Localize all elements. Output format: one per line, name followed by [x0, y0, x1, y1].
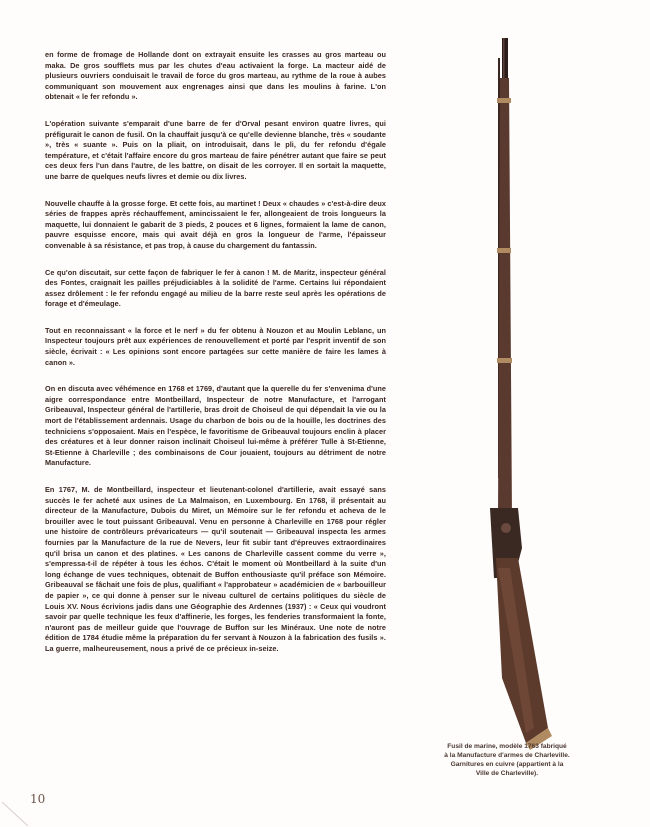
text-column	[45, 50, 386, 671]
musket-band-3	[497, 358, 512, 363]
caption-line-3: Garnitures en cuivre (appartient à la	[450, 761, 564, 768]
paragraph-6: On en discuta avec véhémence en 1768 et 1769, d'autant que la querelle du fer s'envenima d'une aigre correspondance entre Montbeillard, Inspecteur de notre Manufacture, et l'arrogant Gribeauval, Inspecteur général de l'artillerie, bras droit de Choiseul de qui dépendait la vie ou la mort de l'établissement ardennais. Usage du charbon de bois ou de la houille, les doctrines des techniciens s'opposaient. Mais en l'espèce, le favoritisme de Gribeauval toujours enclin à placer des créatures et à leur donner raison inclinait Choiseul lui-même à préférer Tulle à St-Etienne, St-Etienne à Charleville ; des combinaisons de Cour jouaient, toujours au détriment de notre Manufacture.	[45, 384, 386, 468]
corner-fold-mark	[0, 800, 30, 827]
musket-image	[418, 38, 590, 752]
paragraph-2: L'opération suivante s'emparait d'une barre de fer d'Orval pesant environ quatre livres, qui préfigurait le canon de fusil. On la chauffait jusqu'à ce qu'elle devienne blanche, très « soudante », très « suante ». Puis on la pliait, on introduisait, dans le pli, du fer refondu d'égale température, et c'était l'affaire encore du gros marteau de faire pénétrer autant que faire se peut ces deux fers l'un dans l'autre, de les battre, on disait de les corroyer. Il en sortait la maquette, une barre de quelques neufs livres et demie ou dix livres.	[45, 118, 386, 181]
musket-photo	[418, 38, 590, 752]
caption-line-4: Ville de Charleville).	[475, 770, 539, 777]
figure-caption	[418, 742, 596, 778]
paragraph-4: Ce qu'on discutait, sur cette façon de fabriquer le fer à canon ! M. de Maritz, inspecteur général des Fontes, craignait les pailles préjudiciables à la solidité de l'arme. Certains lui répondaient assez drôlement : le fer refondu engagé au milieu de la barre reste seul après les opérations de forage et d'émeulage.	[45, 267, 386, 309]
caption-line-2: à la Manufacture d'armes de Charleville.	[444, 752, 570, 759]
musket-band-2	[497, 248, 511, 253]
paragraph-5: Tout en reconnaissant « la force et le nerf » du fer obtenu à Nouzon et au Moulin Leblanc, un Inspecteur toujours prêt aux expériences de renouvellement et porté par l'esprit inventif de son siècle, écrivait : « Les opinions sont encore partagées sur cette manière de faire les lames à canon ».	[45, 325, 386, 367]
musket-forestock	[498, 78, 512, 518]
musket-band-1	[497, 98, 511, 103]
page-number: 10	[30, 792, 46, 806]
paragraph-7: En 1767, M. de Montbeillard, inspecteur et lieutenant-colonel d'artillerie, avait essayé sans succès le fer acheté aux usines de La Malmaison, en Luxembourg. En 1768, il présentait au directeur de la Manufacture, Dubois du Miret, un Mémoire sur le fer refondu et acheva de le brouiller avec le tout puissant Gribeauval. Venu en personne à Charleville en 1768 pour régler une histoire de contrôleurs prévaricateurs — qu'il soutenait — Gribeauval inspecta les armes fournies par la Manufacture de la rue de Nevers, leur fit subir tant d'épreuves extraordinaires qu'il brisa un canon et des platines. « Les canons de Charleville cassent comme du verre », s'empressa-t-il de répéter à tous les échos. C'était le moment où Montbeillard à la suite d'un long échange de vues techniques, obtenait de Buffon enthousiaste qu'il préface son Mémoire. Gribeauval se fâchait une fois de plus, qualifiant « l'approbateur » académicien de « barbouilleur de papier », ce qui donne à penser sur le niveau culturel de certains politiques du siècle de Louis XV. Nous écrivions jadis dans une Géographie des Ardennes (1937) : « Ceux qui voudront savoir par quelle technique les feux d'affinerie, les forges, les fenderies transformaient la fonte, n'auront pas de meilleur guide que l'ouvrage de Buffon sur les Minéraux. Une note de notre édition de 1784 étudie même la préparation du fer servant à Nouzon à la fabrication des fusils ». La guerre, malheureusement, nous a privé de ce précieux in-seize.	[45, 485, 386, 653]
paragraph-3: Nouvelle chauffe à la grosse forge. Et cette fois, au martinet ! Deux « chaudes » c'est-à-dire deux séries de frappes après réchauffement, amincissaient le fer, allongeaient de trois longueurs la maquette, lui donnaient le gabarit de 3 pieds, 2 pouces et 6 lignes, formaient la lame de canon, pauvre esquisse encore, mais qui avait déjà en gros la longueur de l'arme, l'épaisseur convenable à sa résistance, et pas trop, à cause du chargement du fantassin.	[45, 198, 386, 250]
paragraph-1: en forme de fromage de Hollande dont on extrayait ensuite les crasses au gros marteau ou maka. De gros soufflets mus par les chutes d'eau activaient la forge. La macteur aidé de plusieurs ouvriers conduisait le travail de force du gros marteau, au rythme de la roue à aubes communiquant son mouvement aux engrenages ainsi que dans les moulins à farine. L'on obtenait « le fer refondu ».	[45, 50, 386, 102]
caption-line-1: Fusil de marine, modèle 1763 fabriqué	[447, 743, 567, 750]
